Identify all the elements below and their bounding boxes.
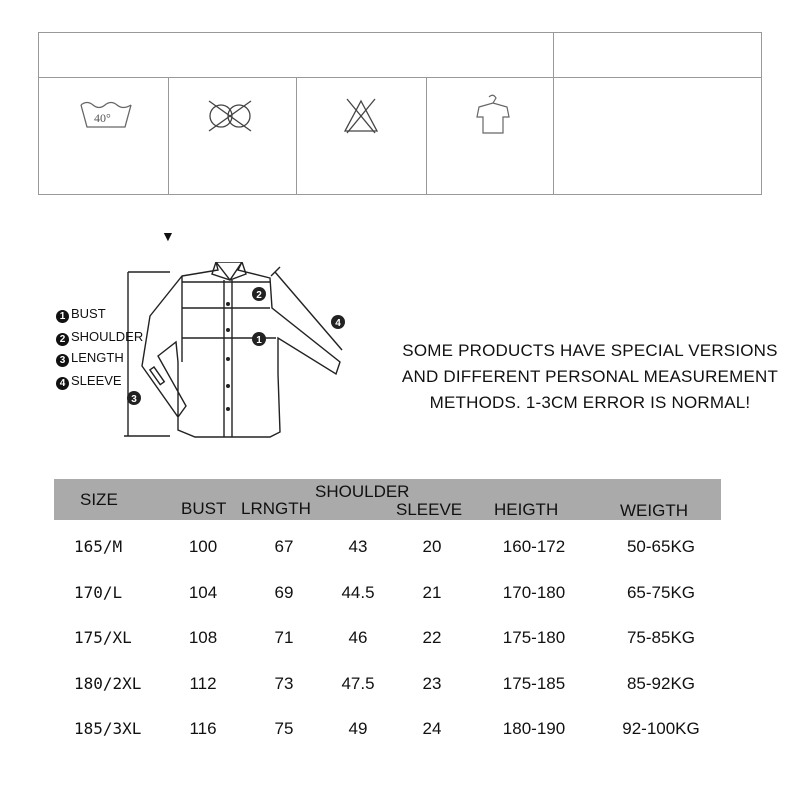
header-shoulder: SHOULDER [315,482,410,501]
header-size: SIZE [80,490,118,509]
legend-sleeve: 4 SLEEVE [56,373,122,390]
cell-length: 73 [274,673,294,693]
header-bust: BUST [181,499,227,518]
cell-length: 71 [274,628,294,647]
svg-text:2: 2 [256,290,262,301]
cell-shoulder: 47.5 [341,673,375,693]
cell-weight: 92-100KG [622,719,700,738]
svg-text:4: 4 [335,318,341,329]
header-height: HEIGTH [494,500,559,519]
cell-height: 175-180 [502,628,566,647]
wash-40-icon [77,91,137,141]
legend-bust: 1 BUST [56,306,106,323]
care-instructions-table [38,32,762,195]
legend-shoulder: 2 SHOULDER [56,329,143,346]
no-bleach-icon [331,91,391,141]
cell-shoulder: 49 [348,719,368,738]
cell-size: 170/L [74,582,123,602]
hang-dry-icon [463,91,523,141]
cell-shoulder: 43 [348,537,368,556]
cell-length: 75 [274,719,294,738]
header-weight: WEIGTH [620,501,688,520]
cell-shoulder: 44.5 [341,582,375,602]
cell-bust: 108 [188,628,218,647]
cell-weight: 65-75KG [626,582,696,602]
cell-size: 175/XL [74,628,132,647]
cell-size: 185/3XL [74,719,142,738]
cell-height: 180-190 [502,719,566,738]
svg-text:3: 3 [131,394,137,405]
cell-sleeve: 20 [422,537,442,556]
no-dry-clean-icon [201,91,261,141]
cell-sleeve: 23 [422,673,442,693]
shirt-measurement-diagram [120,262,390,448]
cell-length: 67 [274,537,294,556]
cell-sleeve: 21 [422,582,442,602]
cell-size: 165/M [74,537,123,556]
cell-sleeve: 24 [422,719,442,738]
svg-text:40°: 40° [94,111,111,125]
cell-weight: 85-92KG [626,673,696,693]
measurement-note: SOME PRODUCTS HAVE SPECIAL VERSIONS AND DIFFERENT PERSONAL MEASUREMENT METHODS. 1-3CM ERROR IS NORMAL! [401,341,779,412]
cell-bust: 116 [189,719,217,738]
cell-weight: 75-85KG [626,628,696,647]
header-sleeve: SLEEVE [396,500,463,519]
cell-bust: 112 [189,673,217,693]
header-length: LRNGTH [241,499,311,518]
down-arrow-icon: ▼ [161,228,175,244]
cell-height: 175-185 [502,673,566,693]
cell-size: 180/2XL [74,673,142,693]
cell-shoulder: 46 [348,628,368,647]
cell-sleeve: 22 [422,628,442,647]
svg-text:1: 1 [256,335,262,346]
legend-length: 3 LENGTH [56,350,124,367]
cell-bust: 104 [188,582,218,602]
cell-height: 170-180 [502,582,566,602]
cell-length: 69 [274,582,294,602]
cell-bust: 100 [188,537,218,556]
cell-weight: 50-65KG [626,537,696,556]
size-table-header [54,479,721,520]
cell-height: 160-172 [502,537,566,556]
